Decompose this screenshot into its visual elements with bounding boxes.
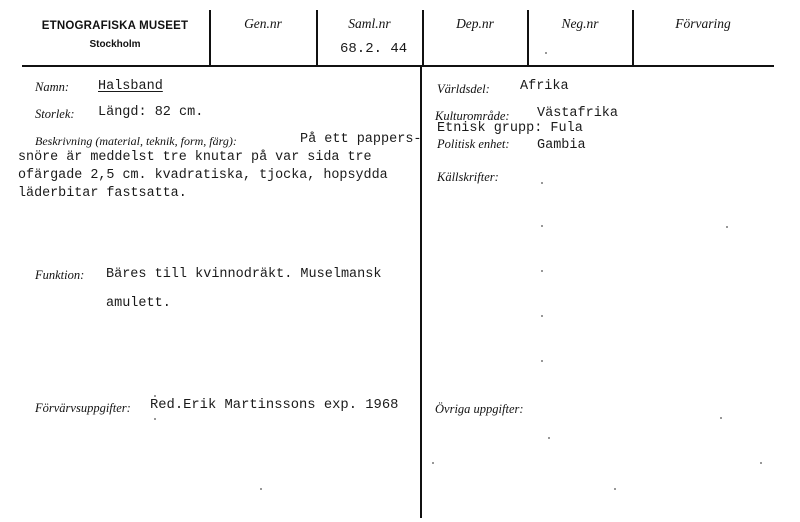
beskrivning-line-1: På ett pappers- bbox=[300, 132, 422, 147]
scan-speck bbox=[260, 488, 262, 490]
kulturomrade-label: Kulturområde: bbox=[435, 109, 510, 123]
scan-speck bbox=[541, 315, 543, 317]
scan-speck bbox=[541, 182, 543, 184]
politisk-enhet-label: Politisk enhet: bbox=[437, 137, 510, 151]
funktion-line-1: Bäres till kvinnodräkt. Muselmansk bbox=[106, 267, 382, 282]
scan-speck bbox=[545, 52, 547, 54]
header-neg-nr: Neg.nr bbox=[561, 16, 599, 31]
beskrivning-line-3: ofärgade 2,5 cm. kvadratiska, tjocka, hopsydda bbox=[18, 168, 388, 183]
funktion-line-2: amulett. bbox=[106, 296, 171, 311]
saml-nr-value: 68.2. 44 bbox=[340, 41, 408, 57]
scan-speck bbox=[720, 417, 722, 419]
museum-name: ETNOGRAFISKA MUSEET bbox=[41, 20, 189, 32]
header-saml-nr: Saml.nr bbox=[348, 16, 391, 31]
kulturomrade-value: Västafrika bbox=[537, 106, 619, 121]
header-gen-nr: Gen.nr bbox=[244, 16, 282, 31]
beskrivning-line-4: läderbitar fastsatta. bbox=[18, 186, 187, 201]
etnisk-grupp: Etnisk grupp: Fula bbox=[437, 121, 583, 136]
kallskrifter-label: Källskrifter: bbox=[437, 170, 499, 184]
scan-speck bbox=[154, 418, 156, 420]
scan-speck bbox=[760, 462, 762, 464]
forvarv-value: Red.Erik Martinssons exp. 1968 bbox=[150, 398, 399, 413]
header-bottom-rule bbox=[22, 65, 774, 67]
storlek-label: Storlek: bbox=[35, 107, 75, 121]
scan-speck bbox=[541, 360, 543, 362]
header-dep-nr: Dep.nr bbox=[456, 16, 494, 31]
scan-speck bbox=[614, 488, 616, 490]
forvarv-label: Förvärvsuppgifter: bbox=[35, 401, 131, 415]
beskrivning-line-2: snöre är meddelst tre knutar på var sida tre bbox=[18, 150, 372, 165]
beskrivning-label: Beskrivning (material, teknik, form, färg): bbox=[35, 134, 237, 148]
namn-label: Namn: bbox=[35, 80, 70, 94]
scan-speck bbox=[548, 437, 550, 439]
storlek-value: Längd: 82 cm. bbox=[98, 105, 204, 120]
funktion-label: Funktion: bbox=[35, 268, 85, 282]
scan-speck bbox=[154, 395, 156, 397]
ovriga-uppgifter-label: Övriga uppgifter: bbox=[435, 402, 524, 416]
varldsdel-label: Världsdel: bbox=[437, 82, 490, 96]
politisk-enhet-value: Gambia bbox=[537, 138, 586, 153]
museum-city: Stockholm bbox=[89, 39, 141, 50]
header-forvaring: Förvaring bbox=[675, 16, 731, 31]
scan-speck bbox=[541, 225, 543, 227]
varldsdel-value: Afrika bbox=[520, 79, 569, 94]
namn-value: Halsband bbox=[98, 79, 163, 94]
scan-speck bbox=[541, 270, 543, 272]
scan-speck bbox=[726, 226, 728, 228]
scan-speck bbox=[432, 462, 434, 464]
